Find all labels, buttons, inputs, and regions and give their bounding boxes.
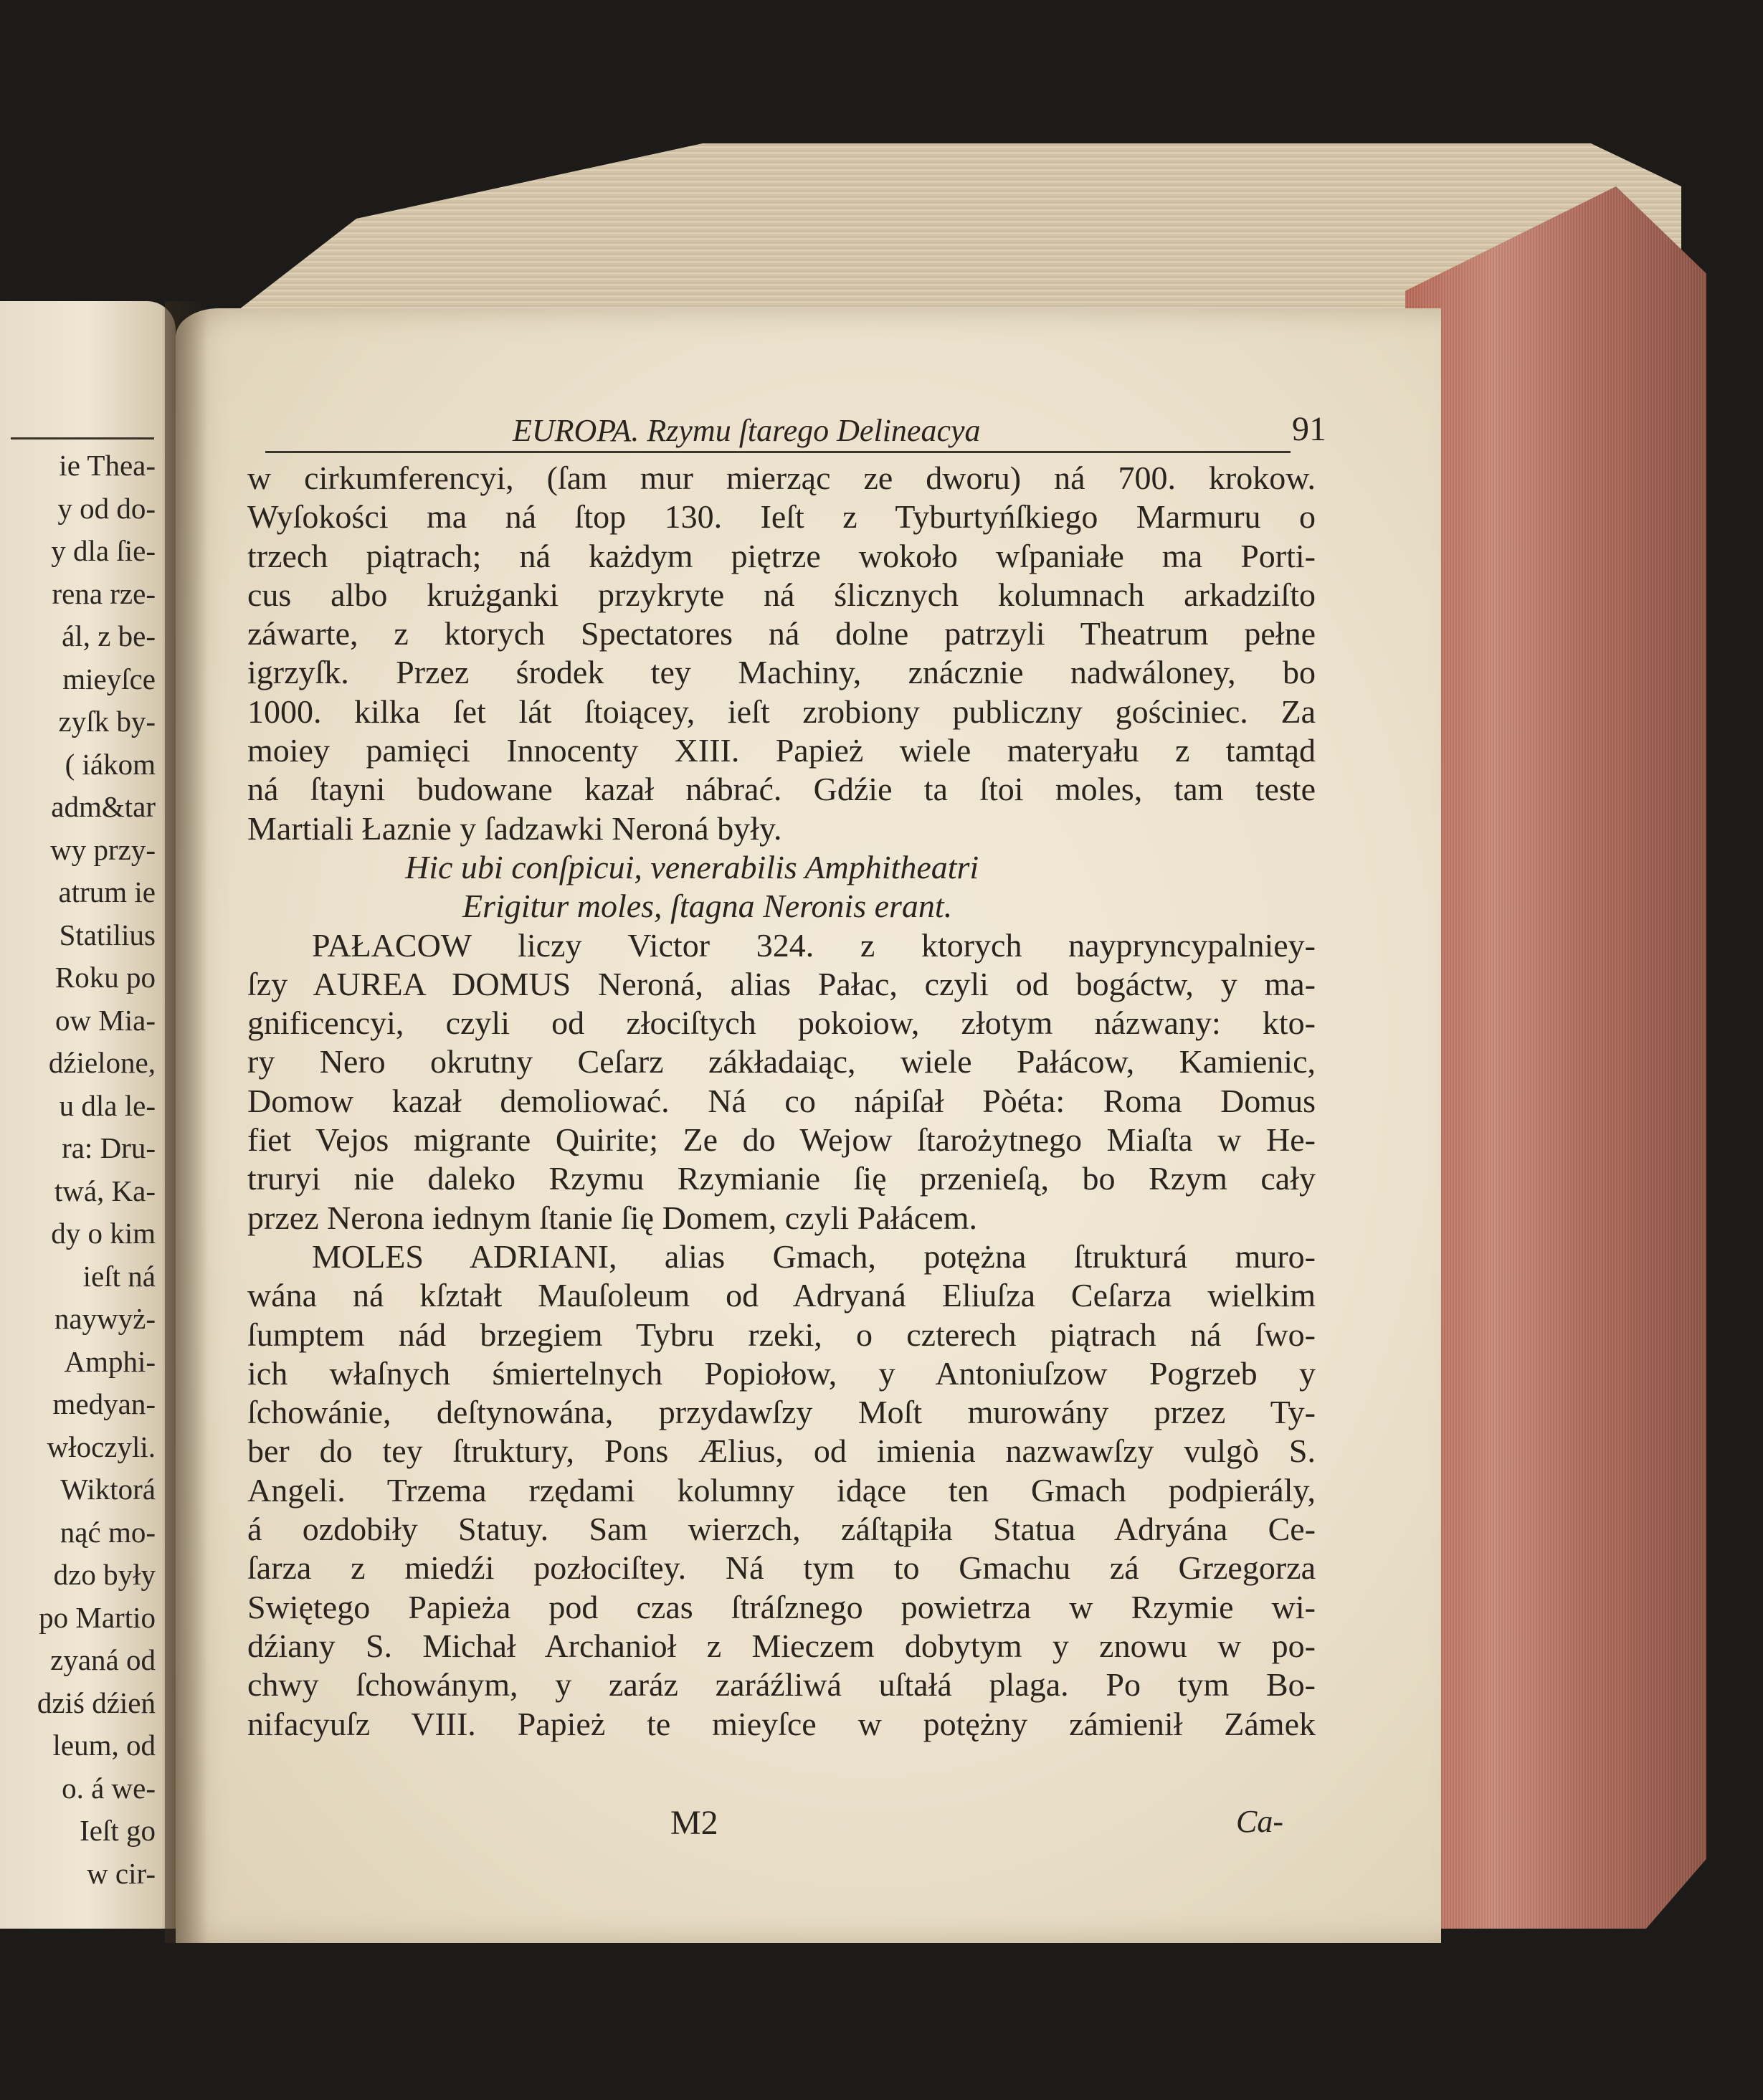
text-line: Angeli. Trzema rzędami kolumny idące ten Gmach podpierály, — [247, 1471, 1316, 1509]
left-text-line: ( iákom — [65, 747, 156, 781]
left-text-line: o. á we- — [62, 1771, 156, 1805]
text-line: Erigitur moles, ſtagna Neronis erant. — [462, 888, 953, 925]
left-text-line: y dla ſie- — [51, 534, 156, 567]
left-text-line: Statilius — [59, 918, 156, 951]
text-line: ſzy AUREA DOMUS Neroná, alias Pałac, czyli od bogáctw, y ma- — [247, 965, 1316, 1002]
left-text-line: włoczyli. — [47, 1430, 156, 1463]
text-line: truryi nie daleko Rzymu Rzymianie ſię przenieſą, bo Rzym cały — [247, 1160, 1316, 1197]
text-line: ry Nero okrutny Ceſarz zákładaiąc, wiele Pałácow, Kamienic, — [247, 1043, 1316, 1080]
left-text-line: ra: Dru- — [62, 1131, 156, 1164]
signature-mark: M2 — [670, 1804, 718, 1842]
left-text-line: medyan- — [52, 1387, 156, 1420]
text-line: ich właſnych śmiertelnych Popiołow, y Antoniuſzow Pogrzeb y — [247, 1354, 1316, 1392]
left-text-line: adm&tar — [51, 790, 156, 823]
text-line: Swiętego Papieża pod czas ſtráſznego powietrza w Rzymie wi- — [247, 1588, 1316, 1625]
text-line: PAŁACOW liczy Victor 324. z ktorych naypryncypalniey- — [312, 926, 1316, 964]
text-line: trzech piątrach; ná każdym piętrze wokoło wſpaniałe ma Porti- — [247, 537, 1316, 574]
left-text-line: atrum ie — [58, 875, 156, 908]
left-text-line: Wiktorá — [60, 1473, 156, 1506]
left-text-line: y od do- — [57, 491, 156, 525]
text-line: ſumptem nád brzegiem Tybru rzeki, o czterech piątrach ná ſwo- — [247, 1316, 1316, 1353]
left-text-line: twá, Ka- — [54, 1174, 156, 1207]
left-text-line: ál, z be- — [62, 619, 156, 652]
text-line: wána ná kſztałt Mauſoleum od Adryaná Eliuſza Ceſarza wielkim — [247, 1277, 1316, 1314]
page-number: 91 — [1292, 410, 1326, 448]
page-footer — [265, 1803, 1283, 1846]
left-text-line: zyſk by- — [58, 705, 156, 738]
text-line: Martiali Łaznie y ſadzawki Neroná były. — [247, 809, 782, 847]
gutter-shadow — [165, 301, 208, 1943]
left-text-line: u dla le- — [59, 1088, 156, 1122]
left-text-line: Amphi- — [64, 1344, 156, 1378]
text-line: cus albo krużganki przykryte ná ślicznych kolumnach arkadziſto — [247, 576, 1316, 613]
header-rule — [265, 451, 1291, 453]
text-line: Hic ubi conſpicui, venerabilis Amphitheatri — [405, 848, 979, 885]
text-line: chwy ſchowánym, y zaráz zaráźliwá uſtałá plaga. Po tym Bo- — [247, 1666, 1316, 1704]
catchword: Ca- — [1236, 1804, 1283, 1839]
left-text-line: ieſt ná — [82, 1259, 156, 1293]
left-text-line: ow Mia- — [54, 1003, 156, 1037]
left-text-line: wy przy- — [50, 832, 156, 866]
text-line: Wyſokości ma ná ſtop 130. Ieſt z Tyburtyńſkiego Marmuru o — [247, 498, 1316, 536]
text-line: fiet Vejos migrante Quirite; Ze do Wejow ſtarożytnego Miaſta w He- — [247, 1121, 1316, 1159]
text-line: ſarza z miedźi pozłociſtey. Ná tym to Gmachu zá Grzegorza — [247, 1549, 1316, 1587]
text-line: MOLES ADRIANI, alias Gmach, potężna ſtrukturá muro- — [312, 1237, 1316, 1275]
text-line: gnificencyi, czyli od złociſtych pokoiow, złotym názwany: kto- — [247, 1004, 1316, 1042]
text-line: ſchowánie, deſtynowána, przydawſzy Moſt murowány przez Ty- — [247, 1394, 1316, 1431]
left-text-line: dy o kim — [51, 1217, 156, 1250]
left-text-line: dzo były — [53, 1558, 156, 1591]
left-text-line: leum, od — [52, 1729, 156, 1762]
left-text-line: w cir- — [87, 1856, 156, 1890]
left-text-line: rena rze- — [52, 576, 156, 610]
left-text-line: naywyż- — [54, 1302, 156, 1335]
left-text-line: dźielone, — [48, 1046, 156, 1079]
text-line: á ozdobiły Statuy. Sam wierzch, záſtąpiła Statua Adryána Ce- — [247, 1511, 1316, 1548]
left-header-rule — [11, 437, 154, 440]
left-page-text — [0, 445, 168, 1895]
text-line: moiey pamięci Innocenty XIII. Papież wiele materyału z tamtąd — [247, 732, 1316, 769]
left-text-line: Roku po — [54, 961, 156, 994]
text-line: ber do tey ſtruktury, Pons Ælius, od imienia nazwawſzy vulgò S. — [247, 1433, 1316, 1470]
text-line: dźiany S. Michał Archanioł z Mieczem dobytym y znowu w po- — [247, 1627, 1316, 1664]
text-line: przez Nerona iednym ſtanie ſię Domem, czyli Pałácem. — [247, 1199, 977, 1236]
left-text-line: ie Thea- — [59, 449, 156, 482]
left-text-line: zyaná od — [50, 1643, 156, 1676]
text-line: 1000. kilka ſet lát ſtoiącey, ieſt zrobiony publiczny gościniec. Za — [247, 693, 1316, 730]
left-text-line: nąć mo- — [60, 1515, 156, 1549]
text-line: nifacyuſz VIII. Papież te mieyſce w potężny zámienił Zámek — [247, 1705, 1316, 1742]
page-body — [247, 459, 1316, 1744]
left-text-line: po Martio — [39, 1600, 156, 1634]
left-text-line: mieyſce — [62, 662, 156, 695]
running-title: EUROPA. Rzymu ſtarego Delineacya — [513, 413, 981, 448]
text-line: Domow kazał demoliować. Ná co nápiſał Pòéta: Roma Domus — [247, 1082, 1316, 1119]
fore-edge-red — [1405, 186, 1706, 1929]
left-text-line: dziś dźień — [37, 1686, 156, 1719]
running-header — [265, 410, 1326, 455]
text-line: záwarte, z ktorych Spectatores ná dolne patrzyli Theatrum pełne — [247, 615, 1316, 652]
text-line: ná ſtayni budowane kazał nábrać. Gdźie ta ſtoi moles, tam teste — [247, 771, 1316, 808]
left-page — [0, 301, 176, 1929]
text-line: igrzyſk. Przez środek tey Machiny, znácznie nadwáloney, bo — [247, 654, 1316, 691]
left-text-line: Ieſt go — [80, 1814, 156, 1847]
text-line: w cirkumferencyi, (ſam mur mierząc ze dworu) ná 700. krokow. — [247, 460, 1316, 496]
